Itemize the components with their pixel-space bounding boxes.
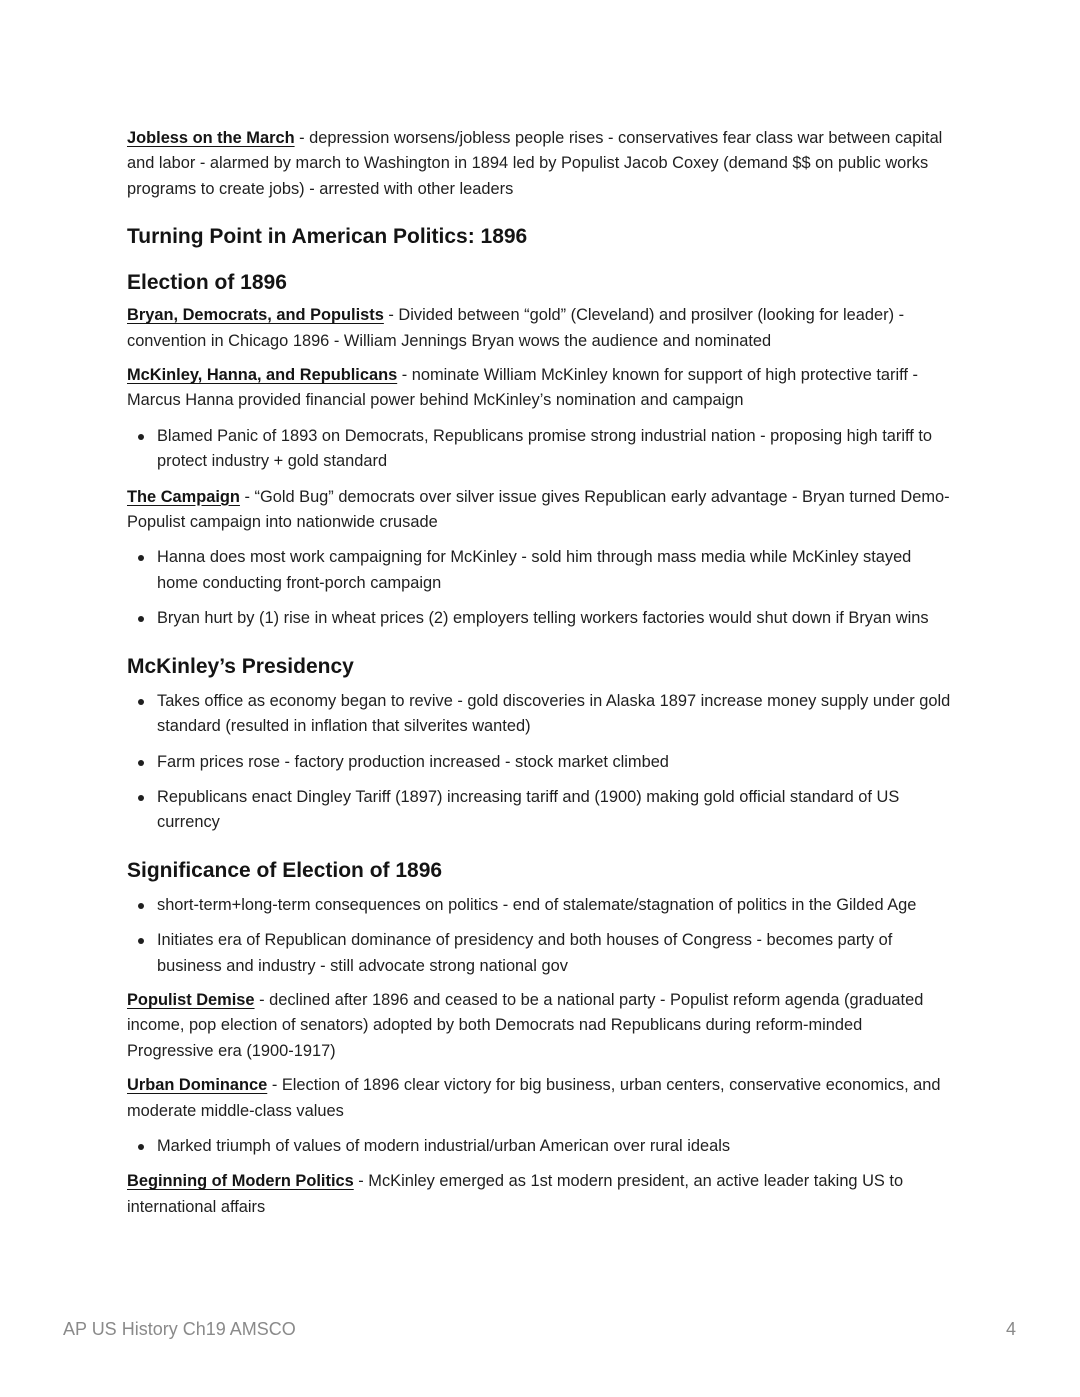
list-item-text: Blamed Panic of 1893 on Democrats, Republicans promise strong industrial nation - proposing high tariff to protect industry + gold standard [157, 426, 933, 471]
bullet-icon [138, 1144, 144, 1150]
bullet-icon [138, 903, 144, 909]
list-mckinley-hanna [127, 424, 953, 475]
term-jobless-on-the-march: Jobless on the March [127, 129, 295, 147]
term-beginning-of-modern-politics: Beginning of Modern Politics [127, 1172, 354, 1191]
list-item-text: Takes office as economy began to revive - gold discoveries in Alaska 1897 increase money supply under gold standard (resulted in inflation that silverites wanted) [157, 691, 951, 736]
heading-turning-point: Turning Point in American Politics: 1896 [127, 225, 528, 249]
bullet-icon [138, 760, 144, 766]
bullet-icon [138, 938, 144, 944]
bullet-icon [138, 795, 144, 801]
list-item-text: Marked triumph of values of modern industrial/urban American over rural ideals [157, 1136, 731, 1155]
paragraph-the-campaign [127, 485, 953, 536]
list-item-text: Republicans enact Dingley Tariff (1897) increasing tariff and (1900) making gold official standard of US currency [157, 787, 900, 832]
term-urban-dominance: Urban Dominance [127, 1076, 268, 1095]
paragraph-text: - Divided between “gold” (Cleveland) and prosilver (looking for leader) - convention in Chicago 1896 - William Jennings Bryan wows the audience and nominated [127, 306, 905, 350]
list-item [127, 750, 953, 775]
term-bryan-democrats-populists: Bryan, Democrats, and Populists [127, 306, 384, 325]
paragraph-populist-demise [127, 988, 953, 1064]
list-item [127, 893, 953, 918]
bullet-icon [138, 555, 144, 561]
list-item [127, 689, 953, 740]
heading-mckinleys-presidency: McKinley’s Presidency [127, 654, 354, 678]
list-item [127, 424, 953, 475]
footer-document-title: AP US History Ch19 AMSCO [63, 1319, 296, 1339]
paragraph-text: - depression worsens/jobless people rises - conservatives fear class war between capital and labor - alarmed by march to Washington in 1894 led by Populist Jacob Coxey (demand $$ on public works programs to create jobs) - arrested with other leaders [127, 129, 943, 198]
paragraph-urban-dominance [127, 1073, 953, 1124]
paragraph-text: - declined after 1896 and ceased to be a national party - Populist reform agenda (graduated income, pop election of senators) adopted by both Democrats nad Republicans during reform-minded Progressive era (1900-1917) [127, 990, 924, 1060]
heading-election-of-1896: Election of 1896 [127, 271, 287, 295]
list-item [127, 1134, 953, 1159]
list-item [127, 545, 953, 596]
bullet-icon [138, 699, 144, 705]
document-body [127, 126, 953, 1220]
list-item [127, 928, 953, 979]
paragraph-text: - Election of 1896 clear victory for big business, urban centers, conservative economics, and moderate middle-class values [127, 1076, 941, 1120]
term-mckinley-hanna-republicans: McKinley, Hanna, and Republicans [127, 366, 398, 385]
paragraph-mckinley-hanna-republicans [127, 363, 953, 414]
list-item-text: Bryan hurt by (1) rise in wheat prices (2) employers telling workers factories would shut down if Bryan wins [157, 609, 929, 628]
paragraph-text: - “Gold Bug” democrats over silver issue gives Republican early advantage - Bryan turned Demo-Populist campaign into nationwide crusade [127, 487, 950, 532]
list-significance [127, 893, 953, 979]
list-item [127, 606, 953, 631]
heading-significance-of-election: Significance of Election of 1896 [127, 858, 443, 882]
term-populist-demise: Populist Demise [127, 990, 255, 1009]
bullet-icon [138, 616, 144, 622]
footer-page-number: 4 [1005, 1319, 1016, 1339]
list-campaign [127, 545, 953, 631]
list-item-text: short-term+long-term consequences on politics - end of stalemate/stagnation of politics in the Gilded Age [157, 895, 917, 914]
list-item-text: Initiates era of Republican dominance of presidency and both houses of Congress - becomes party of business and industry - still advocate strong national gov [157, 931, 893, 975]
list-item [127, 785, 953, 836]
list-urban-dominance [127, 1134, 953, 1159]
paragraph-bryan-democrats-populists [127, 303, 953, 354]
list-item-text: Farm prices rose - factory production increased - stock market climbed [157, 752, 669, 771]
paragraph-text: - nominate William McKinley known for support of high protective tariff - Marcus Hanna provided financial power behind McKinley’s nomination and campaign [127, 366, 918, 410]
paragraph-text: - McKinley emerged as 1st modern president, an active leader taking US to international affairs [127, 1172, 904, 1216]
paragraph-beginning-of-modern-politics [127, 1169, 953, 1220]
term-the-campaign: The Campaign [127, 487, 240, 506]
list-presidency [127, 689, 953, 836]
list-item-text: Hanna does most work campaigning for McKinley - sold him through mass media while McKinley stayed home conducting front-porch campaign [157, 548, 912, 592]
paragraph-jobless-on-the-march [127, 126, 953, 202]
bullet-icon [138, 434, 144, 440]
